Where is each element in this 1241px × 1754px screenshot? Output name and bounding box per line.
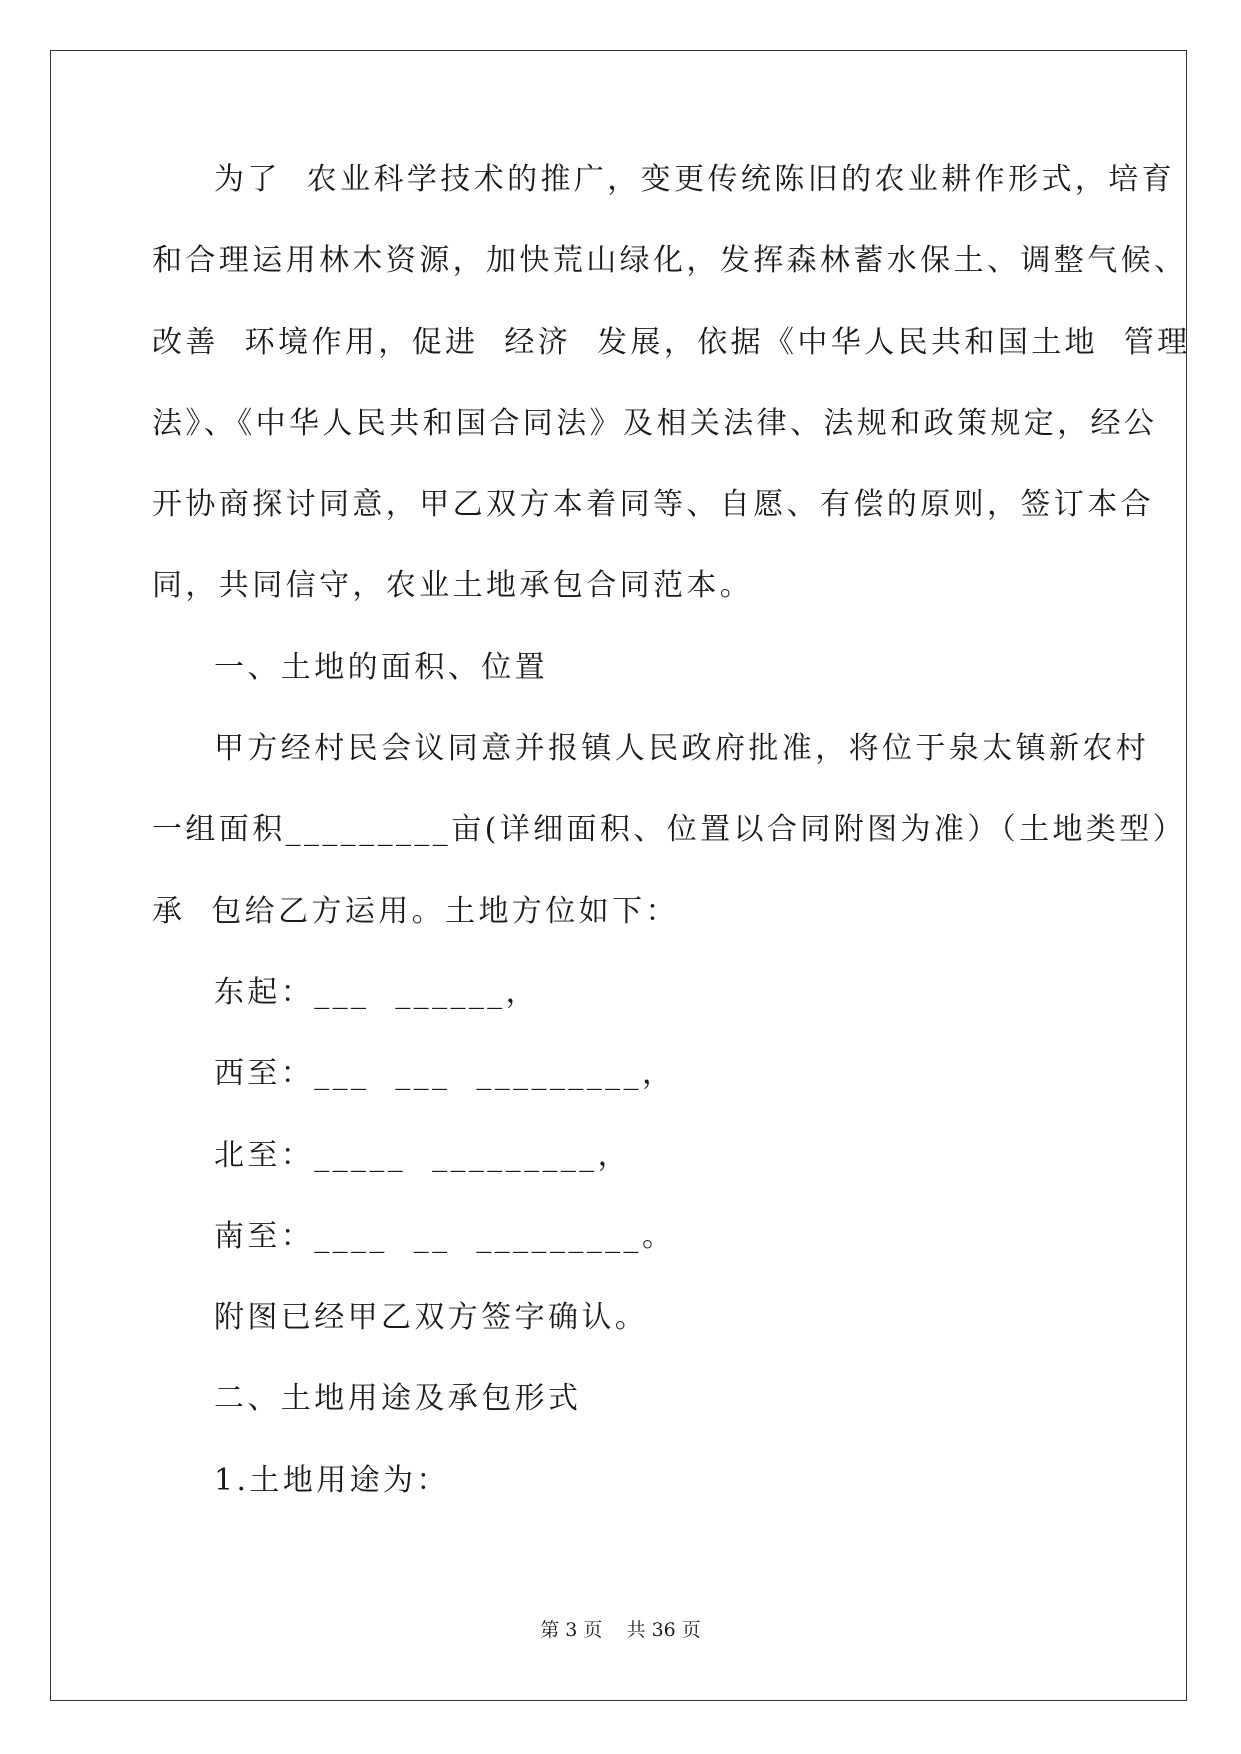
attachment-note: 附图已经甲乙双方签字确认。 xyxy=(214,1300,649,1336)
paragraph-intro-line-2: 和合理运用林木资源，加快荒山绿化，发挥森林蓄水保土、调整气候、 xyxy=(152,243,1188,279)
document-body xyxy=(152,160,1191,1542)
paragraph-intro-line-4: 法》、《中华人民共和国合同法》及相关法律、法规和政策规定，经公 xyxy=(152,405,1158,441)
paragraph-intro-line-3: 改善 环境作用，促进 经济 发展，依据《中华人民共和国土地 管理 xyxy=(152,324,1191,360)
boundary-east: 东起：___ ______， xyxy=(214,974,540,1010)
paragraph-location-line-1: 甲方经村民会议同意并报镇人民政府批准，将位于泉太镇新农村 xyxy=(214,731,1150,767)
section-heading-1: 一、土地的面积、位置 xyxy=(214,649,548,685)
paragraph-location-line-3: 承 包给乙方运用。土地方位如下： xyxy=(152,893,679,929)
clause-1-land-use: 1.土地用途为： xyxy=(214,1462,450,1498)
boundary-south: 南至：____ __ _________。 xyxy=(214,1218,676,1254)
page-number-footer: 第 3 页 共 36 页 xyxy=(540,1619,701,1641)
paragraph-intro-line-6: 同，共同信守，农业土地承包合同范本。 xyxy=(152,568,754,604)
paragraph-intro-line-1: 为了 农业科学技术的推广，变更传统陈旧的农业耕作形式，培育 xyxy=(214,162,1176,197)
boundary-north: 北至：_____ _________， xyxy=(214,1137,632,1173)
paragraph-intro-line-5: 开协商探讨同意，甲乙双方本着同等、自愿、有偿的原则，签订本合 xyxy=(152,487,1154,523)
paragraph-location-line-2: 一组面积_________亩(详细面积、位置以合同附图为准）（土地类型） xyxy=(152,812,1187,848)
section-heading-2: 二、土地用途及承包形式 xyxy=(214,1381,582,1417)
boundary-west: 西至：___ ___ _________， xyxy=(214,1056,676,1092)
